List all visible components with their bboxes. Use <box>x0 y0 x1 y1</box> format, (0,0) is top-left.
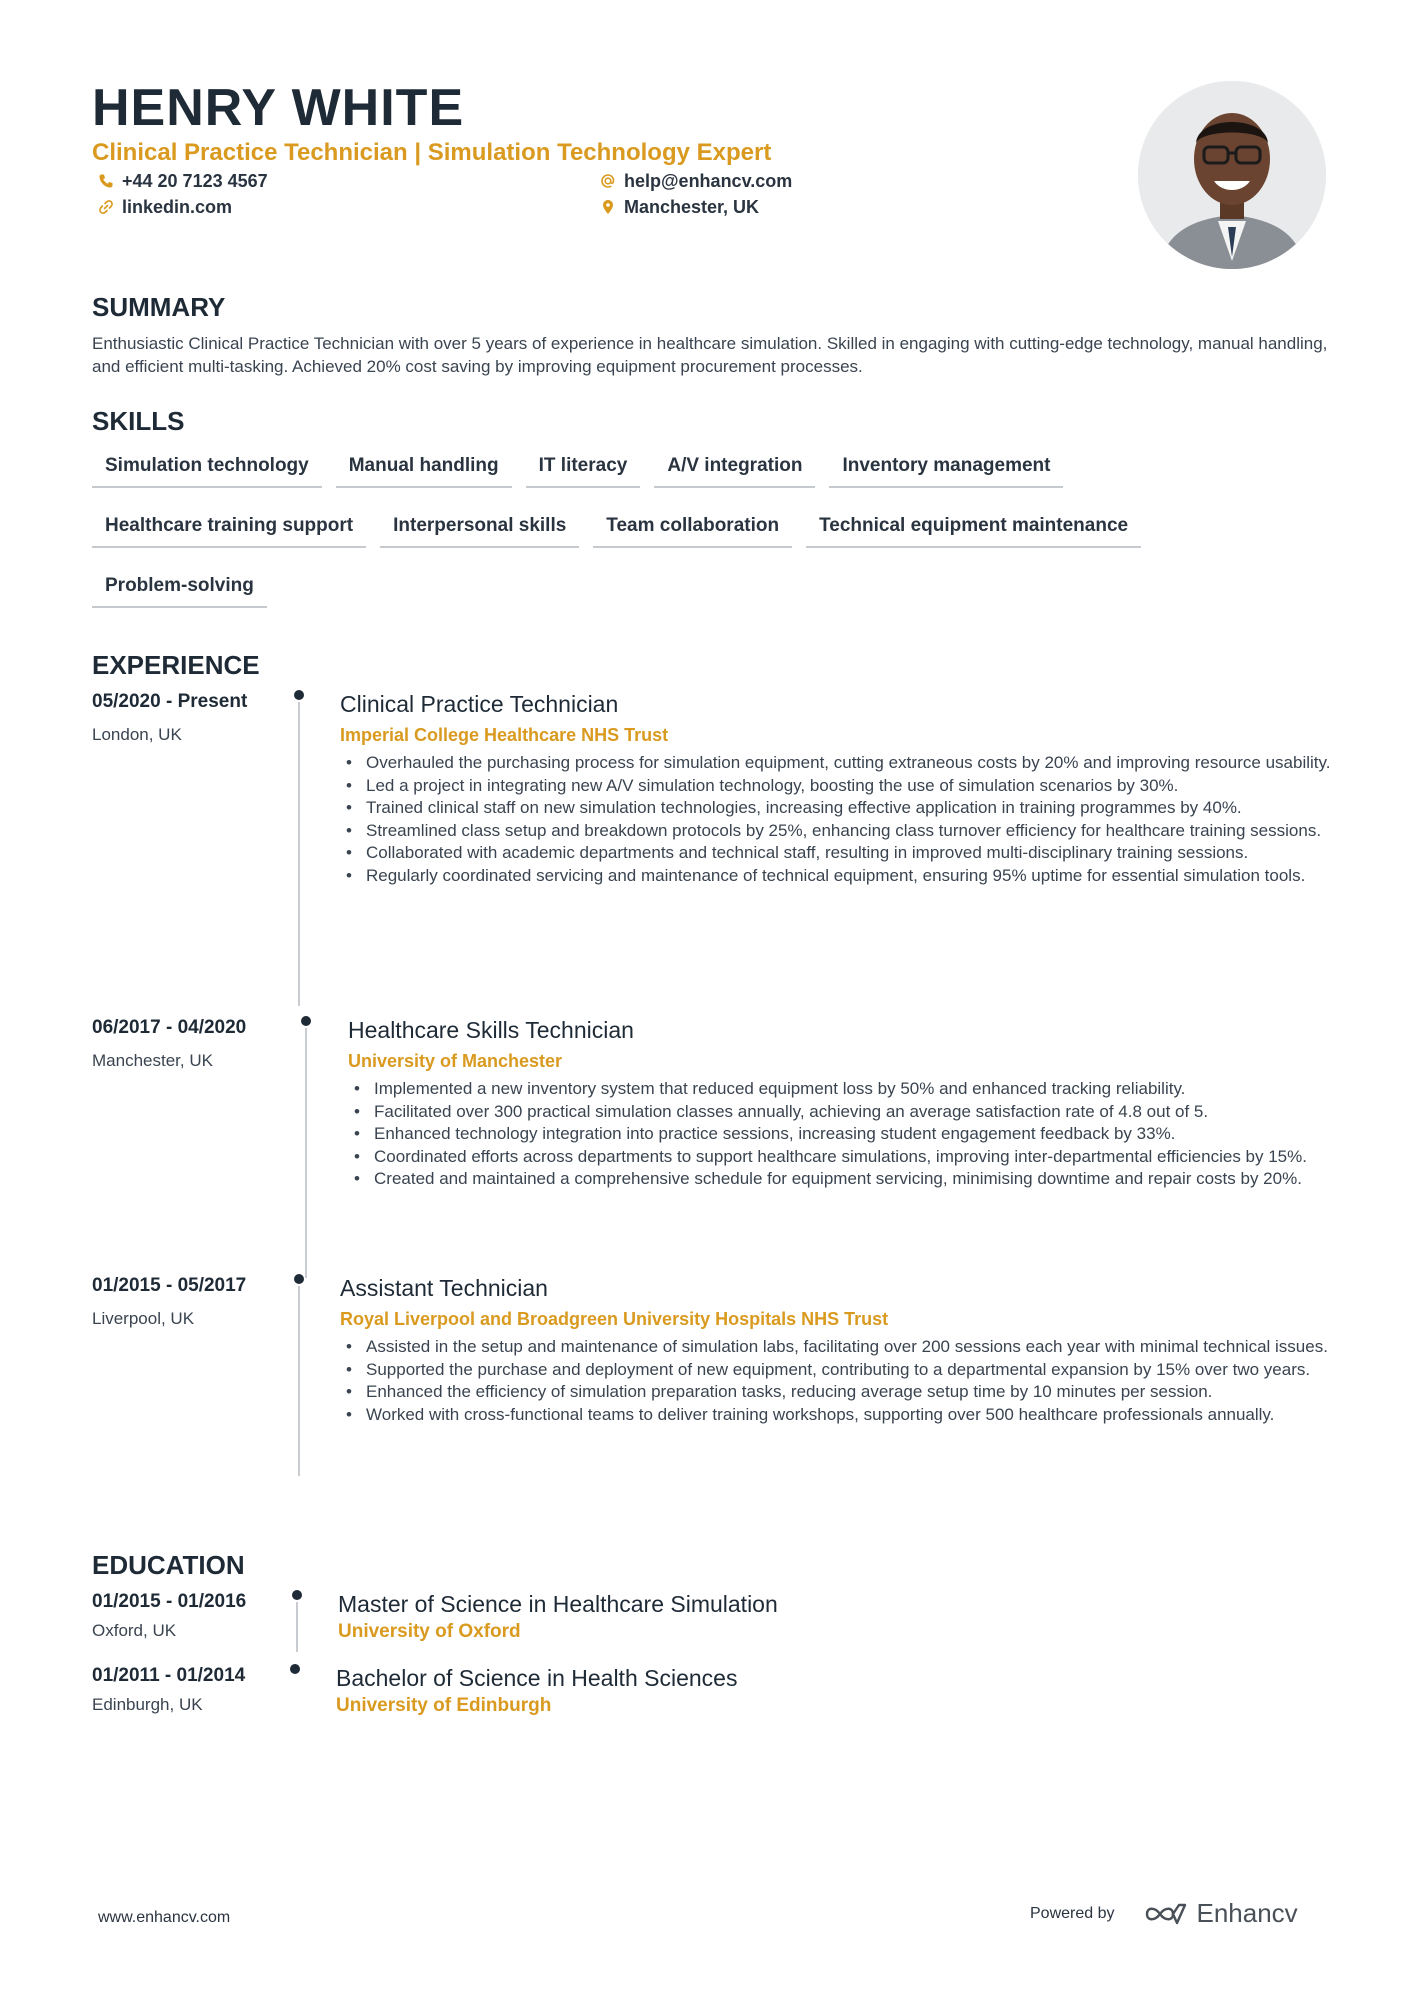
list-item: • Streamlined class setup and breakdown protocols by 25%, enhancing class turnover efficiency for healthcare training sessions. <box>340 820 1340 843</box>
skills-list <box>92 448 1332 628</box>
skill-tag: Interpersonal skills <box>380 508 579 548</box>
candidate-name: HENRY WHITE <box>92 79 465 137</box>
skill-tag: Manual handling <box>336 448 512 488</box>
list-item: • Enhanced the efficiency of simulation preparation tasks, reducing average setup time by 10 minutes per session. <box>340 1381 1340 1404</box>
enhancv-logo-icon <box>1143 1901 1189 1927</box>
list-item: • Regularly coordinated servicing and maintenance of technical equipment, ensuring 95% uptime for essential simulation tools. <box>340 865 1340 888</box>
education-degree: Master of Science in Healthcare Simulation <box>338 1591 778 1617</box>
link-icon <box>98 199 114 215</box>
contact-location <box>600 196 759 218</box>
list-item: • Trained clinical staff on new simulation technologies, increasing effective application in training programmes by 40%. <box>340 797 1340 820</box>
candidate-title: Clinical Practice Technician | Simulation Technology Expert <box>92 139 772 166</box>
experience-location: Manchester, UK <box>92 1051 213 1070</box>
timeline-dot <box>292 1590 302 1600</box>
timeline-dot <box>290 1664 300 1674</box>
footer-website[interactable]: www.enhancv.com <box>98 1909 231 1926</box>
experience-role: Clinical Practice Technician <box>340 691 619 717</box>
experience-entry <box>92 690 1332 1006</box>
skills-heading: SKILLS <box>92 406 185 436</box>
contact-email <box>600 170 792 192</box>
experience-company: Royal Liverpool and Broadgreen University Hospitals NHS Trust <box>340 1309 889 1329</box>
education-degree: Bachelor of Science in Health Sciences <box>336 1665 738 1691</box>
linkedin-text[interactable]: linkedin.com <box>122 197 233 217</box>
education-dates: 01/2015 - 01/2016 <box>92 1591 247 1612</box>
skill-tag: Team collaboration <box>593 508 792 548</box>
location-text: Manchester, UK <box>624 197 760 217</box>
timeline-dot <box>301 1016 311 1026</box>
footer-branding <box>1030 1898 1298 1929</box>
education-dates: 01/2011 - 01/2014 <box>92 1665 246 1686</box>
skill-tag: Healthcare training support <box>92 508 366 548</box>
skill-tag: IT literacy <box>526 448 641 488</box>
education-entry <box>92 1590 1332 1660</box>
timeline-line <box>298 702 300 1006</box>
timeline-dot <box>294 1274 304 1284</box>
timeline-line <box>298 1286 300 1476</box>
profile-photo <box>1138 81 1326 269</box>
list-item: • Enhanced technology integration into practice sessions, increasing student engagement feedback by 33%. <box>348 1123 1348 1146</box>
at-sign-icon <box>600 173 616 189</box>
list-item: • Overhauled the purchasing process for simulation equipment, cutting extraneous costs by 20% and improving resource usability. <box>340 752 1340 775</box>
skill-tag: Technical equipment maintenance <box>806 508 1141 548</box>
education-location: Oxford, UK <box>92 1621 177 1640</box>
experience-entry <box>92 1016 1332 1264</box>
phone-text: +44 20 7123 4567 <box>122 171 268 191</box>
powered-by-label: Powered by <box>1030 1904 1115 1922</box>
experience-dates: 05/2020 - Present <box>92 691 248 712</box>
education-school: University of Edinburgh <box>336 1695 552 1716</box>
timeline-line <box>296 1602 298 1652</box>
list-item: • Implemented a new inventory system that reduced equipment loss by 50% and enhanced tracking reliability. <box>348 1078 1348 1101</box>
list-item: • Supported the purchase and deployment of new equipment, contributing to a departmental expansion by 15% over two years. <box>340 1359 1340 1382</box>
phone-icon <box>98 173 114 189</box>
email-text[interactable]: help@enhancv.com <box>624 171 793 191</box>
experience-company: University of Manchester <box>348 1051 563 1071</box>
summary-text: Enthusiastic Clinical Practice Technician with over 5 years of experience in healthcare simulation. Skilled in engaging with cutting-edge technology, manual handling, and efficient multi-tasking. Achieved 20% cost saving by improving equipment procurement processes. <box>92 334 1328 376</box>
skill-tag: Inventory management <box>829 448 1063 488</box>
experience-location: Liverpool, UK <box>92 1309 195 1328</box>
skills-row <box>92 508 1332 554</box>
experience-dates: 06/2017 - 04/2020 <box>92 1017 247 1038</box>
education-entry <box>92 1664 1332 1734</box>
list-item: • Collaborated with academic departments and technical staff, resulting in improved multi-disciplinary training sessions. <box>340 842 1340 865</box>
experience-heading: EXPERIENCE <box>92 650 260 680</box>
experience-location: London, UK <box>92 725 182 744</box>
list-item: • Coordinated efforts across departments to support healthcare simulations, improving inter-departmental efficiencies by 15%. <box>348 1146 1348 1169</box>
experience-company: Imperial College Healthcare NHS Trust <box>340 725 669 745</box>
contact-phone <box>98 170 268 192</box>
experience-bullets <box>340 752 1340 888</box>
experience-role: Assistant Technician <box>340 1275 548 1301</box>
location-pin-icon <box>600 199 616 215</box>
experience-entry <box>92 1274 1332 1474</box>
experience-dates: 01/2015 - 05/2017 <box>92 1275 247 1296</box>
timeline-dot <box>294 690 304 700</box>
education-school: University of Oxford <box>338 1621 521 1642</box>
experience-bullets <box>340 1336 1340 1426</box>
timeline-line <box>305 1028 307 1278</box>
list-item: • Facilitated over 300 practical simulation classes annually, achieving an average satisfaction rate of 4.8 out of 5. <box>348 1101 1348 1124</box>
brand-name: Enhancv <box>1196 1898 1298 1928</box>
list-item: • Created and maintained a comprehensive schedule for equipment servicing, minimising downtime and repair costs by 20%. <box>348 1168 1348 1191</box>
brand-logo[interactable] <box>1143 1898 1298 1929</box>
education-heading: EDUCATION <box>92 1550 245 1580</box>
skills-row <box>92 448 1332 494</box>
summary-heading: SUMMARY <box>92 292 226 322</box>
experience-bullets <box>348 1078 1348 1191</box>
skills-row <box>92 568 1332 614</box>
education-location: Edinburgh, UK <box>92 1695 203 1714</box>
skill-tag: Simulation technology <box>92 448 322 488</box>
list-item: • Led a project in integrating new A/V simulation technology, boosting the use of simulation scenarios by 30%. <box>340 775 1340 798</box>
experience-role: Healthcare Skills Technician <box>348 1017 634 1043</box>
skill-tag: Problem-solving <box>92 568 267 608</box>
contact-linkedin <box>98 196 232 218</box>
list-item: • Assisted in the setup and maintenance of simulation labs, facilitating over 200 sessions each year with minimal technical issues. <box>340 1336 1340 1359</box>
skill-tag: A/V integration <box>654 448 815 488</box>
list-item: • Worked with cross-functional teams to deliver training workshops, supporting over 500 healthcare professionals annually. <box>340 1404 1340 1427</box>
